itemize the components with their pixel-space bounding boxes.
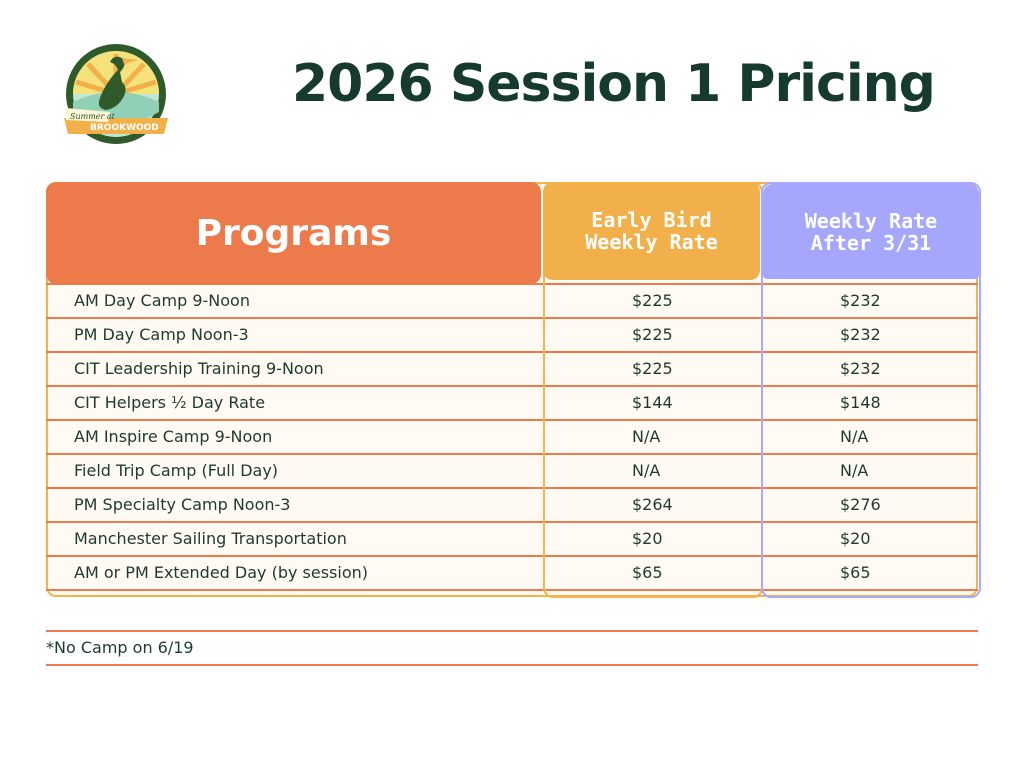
- page-title: 2026 Session 1 Pricing: [292, 54, 935, 114]
- after-price: N/A: [840, 461, 869, 480]
- program-name: AM Inspire Camp 9-Noon: [74, 427, 273, 446]
- program-name: PM Specialty Camp Noon-3: [74, 495, 291, 514]
- footnote-divider-top: [46, 630, 978, 632]
- program-name: CIT Helpers ½ Day Rate: [74, 393, 266, 412]
- early-bird-price: $144: [632, 393, 673, 412]
- early-bird-price: $20: [632, 529, 663, 548]
- pricing-table-body: [46, 283, 978, 591]
- after-price: $20: [840, 529, 871, 548]
- after-price: $232: [840, 359, 881, 378]
- after-price: $65: [840, 563, 871, 582]
- early-bird-price: N/A: [632, 461, 661, 480]
- early-bird-price: $65: [632, 563, 663, 582]
- brookwood-logo: [60, 42, 172, 152]
- program-name: Manchester Sailing Transportation: [74, 529, 347, 548]
- program-name: AM Day Camp 9-Noon: [74, 291, 250, 310]
- after-price: N/A: [840, 427, 869, 446]
- logo-top-text: Summer at: [70, 112, 115, 121]
- table-row: [46, 453, 978, 487]
- after-price: $232: [840, 325, 881, 344]
- program-name: Field Trip Camp (Full Day): [74, 461, 279, 480]
- after-price: $276: [840, 495, 881, 514]
- program-name: AM or PM Extended Day (by session): [74, 563, 369, 582]
- programs-header: Programs: [46, 182, 541, 284]
- after-price: $232: [840, 291, 881, 310]
- early-bird-price: $264: [632, 495, 673, 514]
- footnote-divider-bottom: [46, 664, 978, 666]
- footnote: *No Camp on 6/19: [46, 638, 194, 657]
- early-bird-price: $225: [632, 359, 673, 378]
- after-date-header: Weekly Rate After 3/31: [763, 184, 979, 279]
- program-name: CIT Leadership Training 9-Noon: [74, 359, 324, 378]
- after-price: $148: [840, 393, 881, 412]
- table-row: [46, 555, 978, 591]
- table-row: [46, 487, 978, 521]
- table-row: [46, 317, 978, 351]
- early-bird-header: Early Bird Weekly Rate: [543, 182, 760, 280]
- early-bird-price: $225: [632, 325, 673, 344]
- table-row: [46, 283, 978, 317]
- early-bird-price: N/A: [632, 427, 661, 446]
- logo-banner-text: BROOKWOOD: [90, 123, 159, 133]
- table-row: [46, 351, 978, 385]
- table-row: [46, 521, 978, 555]
- program-name: PM Day Camp Noon-3: [74, 325, 249, 344]
- table-row: [46, 419, 978, 453]
- table-row: [46, 385, 978, 419]
- early-bird-price: $225: [632, 291, 673, 310]
